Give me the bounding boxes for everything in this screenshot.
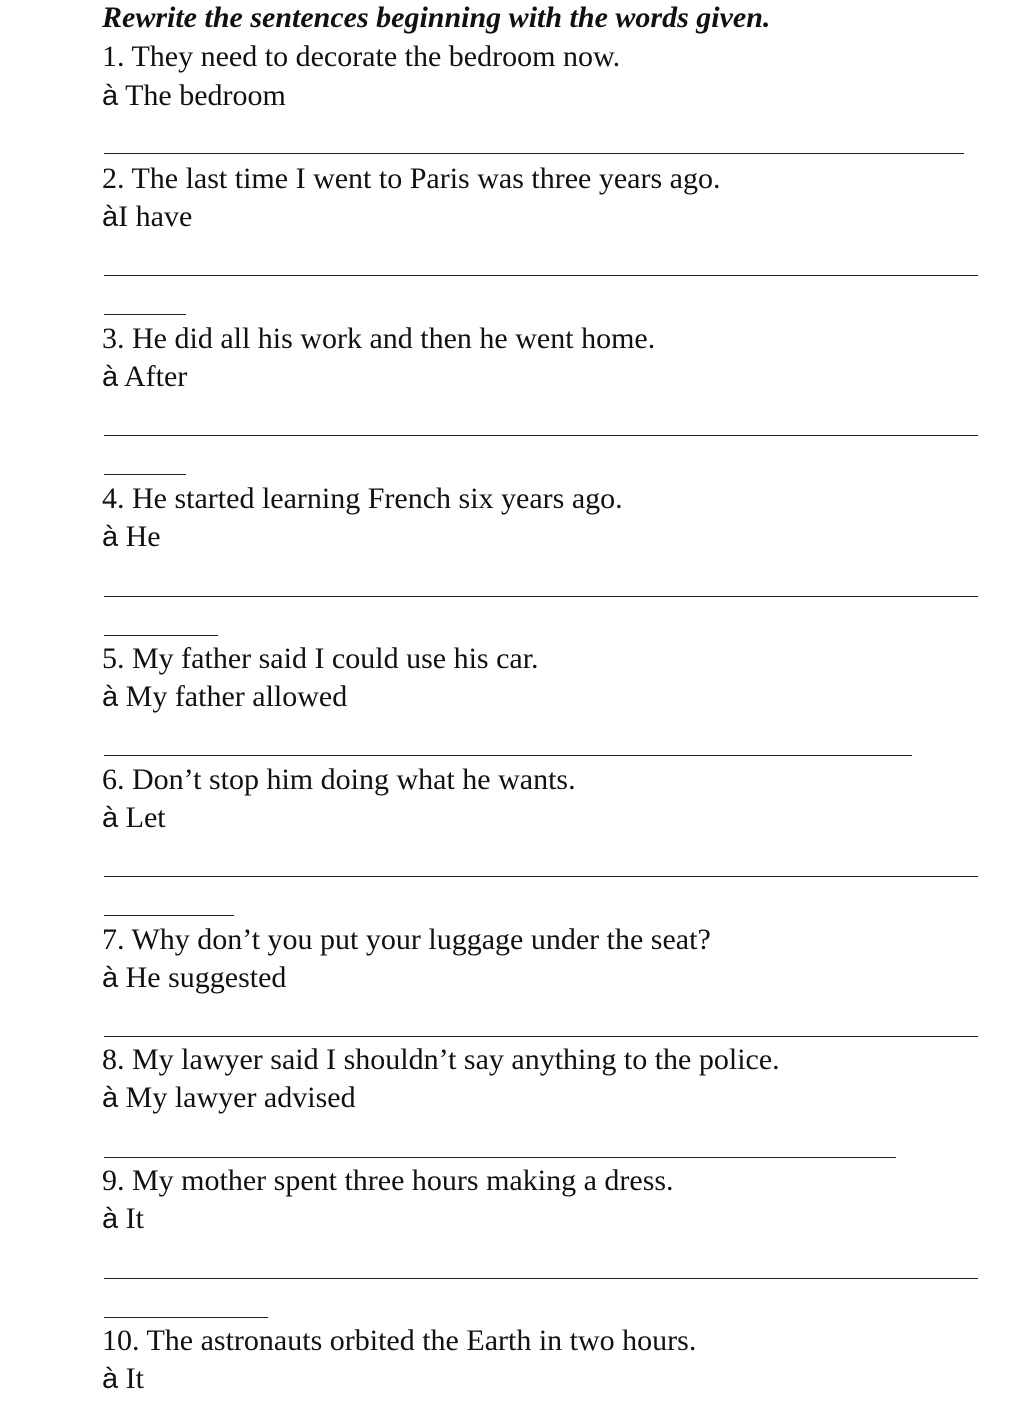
answer-line-6[interactable] xyxy=(104,876,978,877)
sentence-1: 1. They need to decorate the bedroom now. xyxy=(102,40,621,73)
prompt-4 xyxy=(102,519,161,555)
answer-line-5[interactable] xyxy=(104,755,912,756)
arrow-glyph: à xyxy=(102,521,119,553)
sentence-10: 10. The astronauts orbited the Earth in two hours. xyxy=(102,1324,697,1357)
answer-line-1[interactable] xyxy=(104,153,964,154)
prompt-text: My lawyer advised xyxy=(118,1081,356,1114)
prompt-text: I have xyxy=(118,200,193,233)
prompt-text: After xyxy=(118,360,188,393)
answer-line-2[interactable] xyxy=(104,275,978,276)
answer-line-9-cont[interactable] xyxy=(104,1317,268,1318)
sentence-8: 8. My lawyer said I shouldn’t say anything to the police. xyxy=(102,1043,780,1076)
arrow-glyph: à xyxy=(102,1363,119,1395)
sentence-2: 2. The last time I went to Paris was three years ago. xyxy=(102,162,721,195)
prompt-6 xyxy=(102,800,166,836)
answer-line-7[interactable] xyxy=(104,1036,978,1037)
answer-line-4-cont[interactable] xyxy=(104,635,218,636)
prompt-2 xyxy=(102,199,192,235)
sentence-4: 4. He started learning French six years ago. xyxy=(102,482,623,515)
prompt-text: It xyxy=(118,1202,144,1235)
prompt-10 xyxy=(102,1361,144,1397)
answer-line-3-cont[interactable] xyxy=(104,474,186,475)
prompt-text: He xyxy=(118,520,161,553)
arrow-glyph: à xyxy=(102,802,119,834)
arrow-glyph: à xyxy=(102,1203,119,1235)
prompt-text: It xyxy=(118,1362,144,1395)
sentence-6: 6. Don’t stop him doing what he wants. xyxy=(102,763,576,796)
arrow-glyph: à xyxy=(102,962,119,994)
arrow-glyph: à xyxy=(102,1082,119,1114)
answer-line-2-cont[interactable] xyxy=(104,314,186,315)
prompt-1 xyxy=(102,78,286,114)
arrow-glyph: à xyxy=(102,201,119,233)
answer-line-9[interactable] xyxy=(104,1278,978,1279)
arrow-glyph: à xyxy=(102,80,119,112)
prompt-7 xyxy=(102,960,286,996)
prompt-text: My father allowed xyxy=(118,680,348,713)
arrow-glyph: à xyxy=(102,361,119,393)
prompt-text: He suggested xyxy=(118,961,287,994)
sentence-3: 3. He did all his work and then he went home. xyxy=(102,322,656,355)
sentence-7: 7. Why don’t you put your luggage under the seat? xyxy=(102,923,711,956)
prompt-text: The bedroom xyxy=(118,79,286,112)
answer-line-3[interactable] xyxy=(104,435,978,436)
sentence-5: 5. My father said I could use his car. xyxy=(102,642,539,675)
prompt-text: Let xyxy=(118,801,166,834)
prompt-9 xyxy=(102,1201,144,1237)
prompt-3 xyxy=(102,359,187,395)
sentence-9: 9. My mother spent three hours making a dress. xyxy=(102,1164,674,1197)
answer-line-4[interactable] xyxy=(104,596,978,597)
prompt-5 xyxy=(102,679,347,715)
prompt-8 xyxy=(102,1080,356,1116)
answer-line-6-cont[interactable] xyxy=(104,915,234,916)
answer-line-8[interactable] xyxy=(104,1157,896,1158)
arrow-glyph: à xyxy=(102,681,119,713)
worksheet-title: Rewrite the sentences beginning with the words given. xyxy=(102,1,771,34)
